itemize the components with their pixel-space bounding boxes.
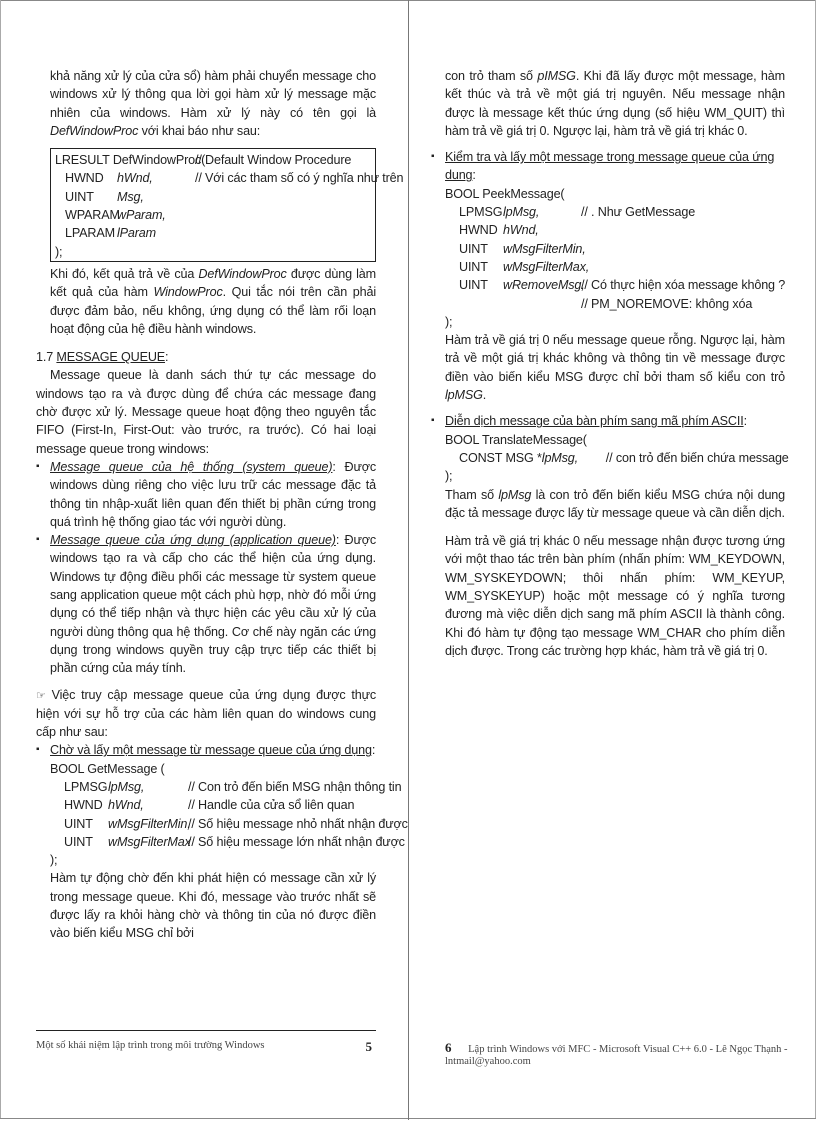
translatemessage-code: BOOL TranslateMessage( CONST MSG * lpMsg, // con trỏ đến biến chứa message ); (445, 432, 789, 484)
left-page-column (36, 67, 408, 943)
peekmessage-code: BOOL PeekMessage( LPMSG lpMsg, // . Như GetMessage HWND hWnd, UINT wMsgFilterMin, UINT wMsgFilterMax, UINT wRemoveMsg, // Có thực hiện xóa message không ? // PM_NOREMOVE: không xóa ); (445, 186, 786, 329)
bullet-getmessage: ▪ Chờ và lấy một message từ message queue của ứng dụng: (36, 741, 376, 759)
right-paragraph-2: Hàm trả về giá trị 0 nếu message queue rỗng. Ngược lại, hàm trả về một giá trị khác không và thông tin về message được điền vào biến kiểu MSG được chỉ bởi tham số kiểu con trỏ lpMSG. (445, 333, 785, 403)
right-paragraph-4: Hàm trả về giá trị khác 0 nếu message nhận được tương ứng với một thao tác trên bàn phím (nhấn phím: WM_KEYDOWN, WM_SYSKEYDOWN; thôi nhấn phím: WM_KEYUP, WM_SYSKEYUP) hoặc một message có ý nghĩa tương đương mà việc diễn dịch sang mã phím ASCII là thành công. Khi đó hàm tự động tạo message WM_CHAR cho phím diễn dịch được. Trong các trường hợp khác, hàm trả về giá trị 0. (445, 534, 785, 658)
right-footer (445, 1040, 790, 1067)
right-footer-title: Lập trình Windows với MFC - Microsoft Visual C++ 6.0 - Lê Ngọc Thạnh - lntmail@yahoo.com (445, 1044, 788, 1067)
left-page-number: 5 (365, 1039, 372, 1054)
left-footer (36, 1039, 376, 1054)
right-paragraph-3: Tham số lpMsg là con trỏ đến biến kiểu MSG chứa nội dung đặc tả message được lấy từ message queue và cần diễn dịch. (445, 487, 786, 520)
bullet-system-queue: ▪ Message queue của hệ thống (system queue): Được windows dùng riêng cho việc lưu trữ các message đặc tả thông tin nhập-xuất liên quan đến thiết bị phần cứng trong quá trình hệ thống giao tác với người dùng. (36, 458, 376, 531)
bullet-peekmessage: ▪ Kiểm tra và lấy một message trong message queue của ứng dụng: (431, 148, 785, 185)
note-paragraph: ☞ Việc truy cập message queue của ứng dụng được thực hiện với sự hỗ trợ của các hàm liên quan do windows cung cấp như sau: (36, 687, 376, 740)
left-paragraph-3: Message queue là danh sách thứ tự các message do windows tạo ra và được dùng để chứa các message đang chờ được xử lý. Message queue hoạt động theo nguyên tắc FIFO (First-In, First-Out: vào trước, ra trước). Có hai loại message queue trong windows: (36, 368, 376, 456)
defwindowproc-code-box: LRESULT DefWindowProc( // Default Window Procedure HWND hWnd, // Với các tham số có ý nghĩa như trên UINT Msg, WPARAM wParam, LPARAM lParam ); (50, 148, 376, 262)
note-icon: ☞ (36, 689, 46, 702)
left-footer-rule (36, 1030, 376, 1031)
page-divider (408, 0, 409, 1120)
right-page-column (445, 67, 789, 660)
left-footer-title: Một số khái niệm lập trình trong môi trường Windows (36, 1040, 265, 1051)
page-left-border (0, 0, 1, 1119)
left-paragraph-2: Khi đó, kết quả trả về của DefWindowProc được dùng làm kết quả của hàm WindowProc. Qui tắc nói trên cần phải được đảm bảo, nếu không, ứng dụng có thể làm rối loạn hoạt động của hệ điều hành windows. (50, 266, 376, 336)
right-page-number: 6 (445, 1040, 452, 1055)
section-heading: 1.7 MESSAGE QUEUE: (36, 350, 169, 365)
bullet-application-queue: ▪ Message queue của ứng dụng (application queue): Được windows tạo ra và cấp cho các thể hiện của ứng dụng. Windows tự động điều phối các message từ system queue sang application queue một cách phù hợp, nhờ đó mỗi ứng dụng có thể tiếp nhận và thực hiện các yêu cầu xử lý của người dùng thông qua hệ thống. Cơ chế này ngăn các ứng dụng trong windows quyền truy cập trực tiếp các thiết bị phần cứng của máy tính. (36, 531, 376, 677)
left-paragraph-1: khả năng xử lý của cửa sổ) hàm phải chuyển message cho windows xử lý thông qua lời gọi hàm xử lý message mặc nhiên của windows. Hàm xử lý này có tên gọi là DefWindowProc với khai báo như sau: (50, 69, 377, 138)
getmessage-code: BOOL GetMessage ( LPMSG lpMsg, // Con trỏ đến biến MSG nhận thông tin HWND hWnd, // Handle của cửa sổ liên quan UINT wMsgFilterMin, // Số hiệu message nhỏ nhất nhận được UINT wMsgFilterMax // Số hiệu message lớn nhất nhận được ); (50, 761, 408, 868)
bullet-translatemessage: ▪ Diễn dịch message của bàn phím sang mã phím ASCII: (431, 412, 785, 430)
right-paragraph-1: con trỏ tham số pIMSG. Khi đã lấy được một message, hàm kết thúc và trả về một giá trị nguyên. Nếu message nhận được là message kết thúc ứng dụng (số hiệu WM_QUIT) thì hàm trả về giá trị 0. Ngược lại, hàm trả về giá trị khác 0. (445, 69, 785, 138)
left-paragraph-4: Hàm tự động chờ đến khi phát hiện có message cần xử lý trong message queue. Khi đó, message vào trước nhất sẽ được lấy ra khỏi hàng chờ và thông tin của nó được điền vào biến kiểu MSG chỉ bởi (50, 871, 376, 941)
